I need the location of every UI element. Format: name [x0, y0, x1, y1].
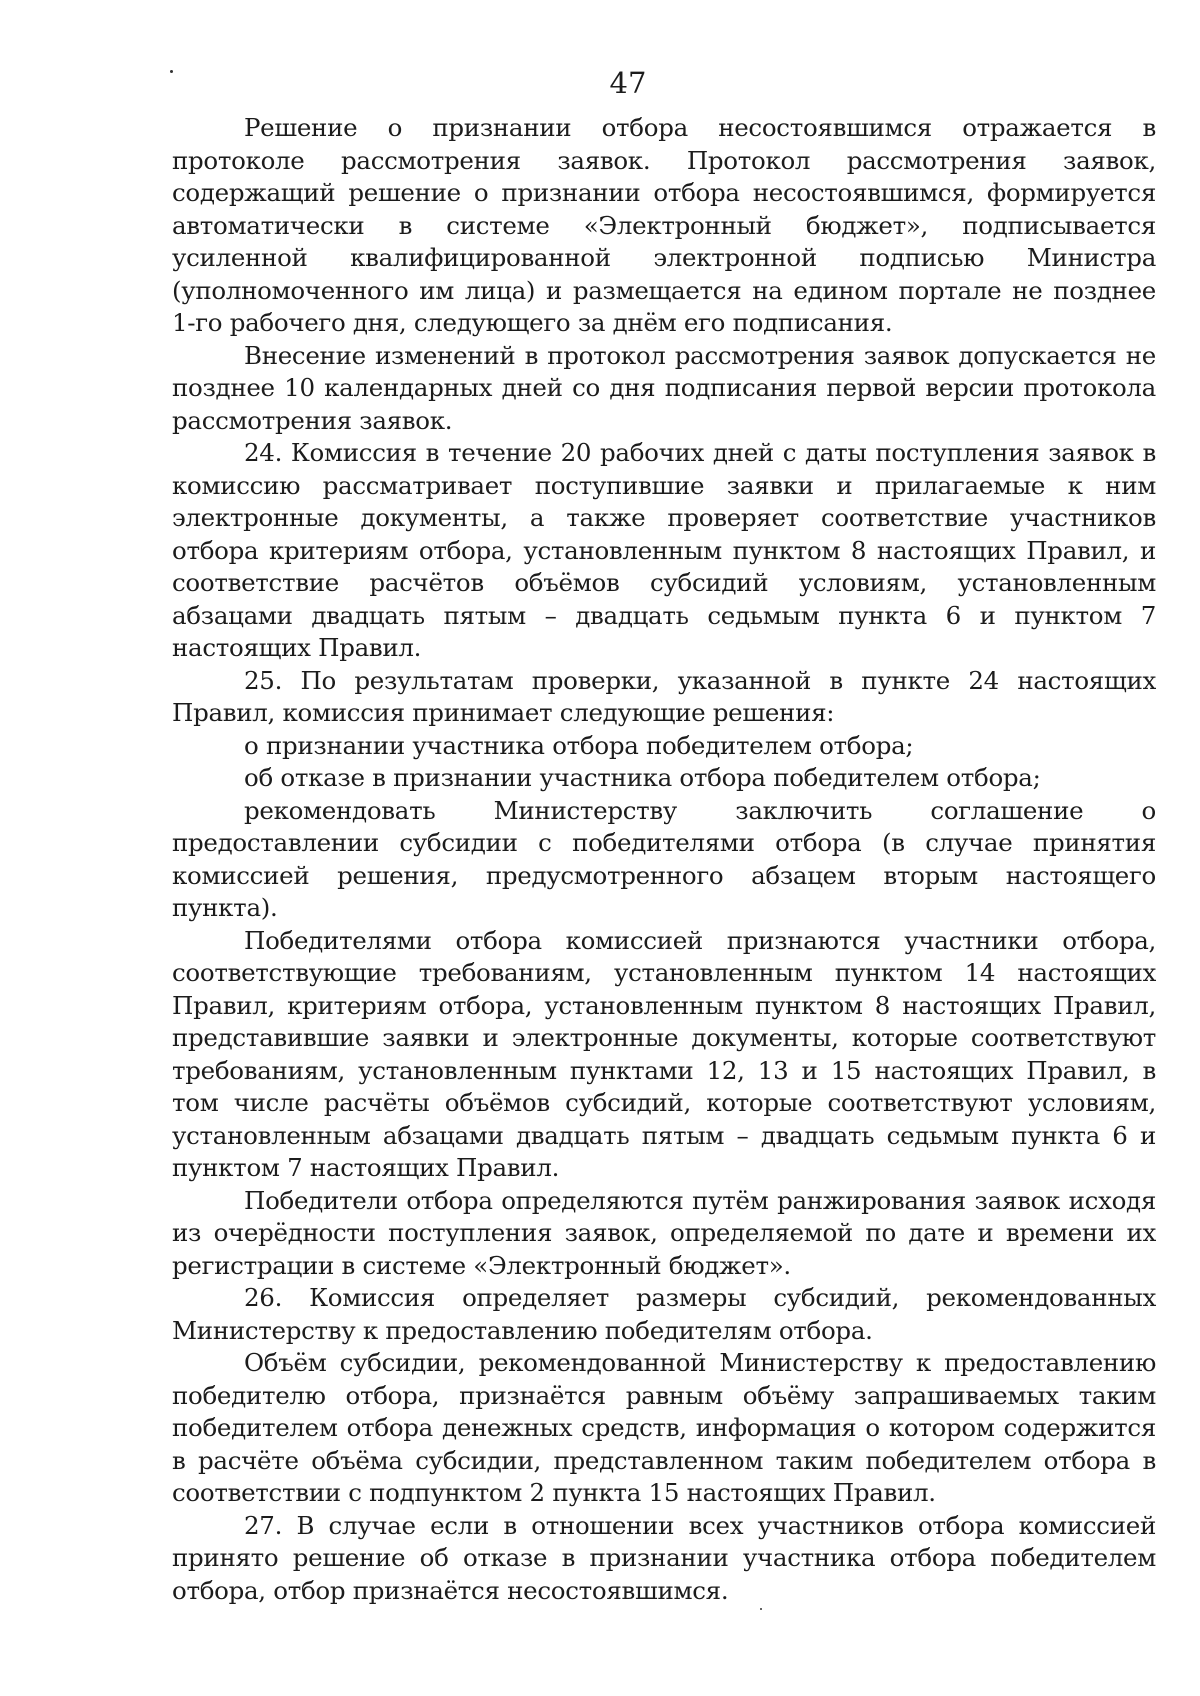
paragraph-protocol-changes: Внесение изменений в протокол рассмотрения заявок допускается не позднее 10 календарных дней со дня подписания первой версии протокола рассмотрения заявок. — [172, 340, 1156, 435]
paragraph-decision-winner: о признании участника отбора победителем отбора; — [244, 730, 914, 760]
paragraph-decision-refusal: об отказе в признании участника отбора победителем отбора; — [244, 763, 1041, 792]
paragraph-clause-26: 26. Комиссия определяет размеры субсидий, рекомендованных Министерству к предоставлению победителям отбора. — [172, 1283, 1156, 1345]
paragraph-protocol-unsuccessful: Решение о признании отбора несостоявшимся отражается в протоколе рассмотрения заявок. Протокол рассмотрения заявок, содержащий решение о признании отбора несостоявшимся, формируется автоматически в системе «Электронный бюджет», подписывается усиленной квалифицированной электронной подписью Министра (уполномоченного им лица) и размещается на едином портале не позднее 1-го рабочего дня, следующего за днём его подписания. — [172, 113, 1156, 337]
paragraph-clause-25: 25. По результатам проверки, указанной в пункте 24 настоящих Правил, комиссия принимает следующие решения: — [172, 665, 1156, 727]
page-number: 47 — [609, 66, 647, 100]
paragraph-subsidy-volume: Объём субсидии, рекомендованной Министерству к предоставлению победителю отбора, признаётся равным объёму запрашиваемых таким победителем отбора денежных средств, информация о котором содержится в расчёте объёма субсидии, представленном таким победителем отбора в соответствии с подпунктом 2 пункта 15 настоящих Правил. — [172, 1348, 1156, 1507]
paragraph-winners-ranking: Победители отбора определяются путём ранжирования заявок исходя из очерёдности поступления заявок, определяемой по дате и времени их регистрации в системе «Электронный бюджет». — [172, 1185, 1156, 1280]
paragraph-clause-24: 24. Комиссия в течение 20 рабочих дней с даты поступления заявок в комиссию рассматривает поступившие заявки и прилагаемые к ним электронные документы, а также проверяет соответствие участников отбора критериям отбора, установленным пунктом 8 настоящих Правил, и соответствие расчётов объёмов субсидий условиям, установленным абзацами двадцать пятым – двадцать седьмым пункта 6 и пунктом 7 настоящих Правил. — [172, 438, 1156, 662]
paragraph-decision-recommend: рекомендовать Министерству заключить соглашение о предоставлении субсидии с победителями отбора (в случае принятия комиссией решения, предусмотренного абзацем вторым настоящего пункта). — [172, 795, 1156, 922]
scan-speck — [760, 1608, 762, 1610]
paragraph-clause-27: 27. В случае если в отношении всех участников отбора комиссией принято решение об отказе в признании участника отбора победителем отбора, отбор признаётся несостоявшимся. — [172, 1510, 1156, 1605]
document-body — [172, 112, 1156, 1607]
paragraph-winners-criteria: Победителями отбора комиссией признаются участники отбора, соответствующие требованиям, установленным пунктом 14 настоящих Правил, критериям отбора, установленным пунктом 8 настоящих Правил, представившие заявки и электронные документы, которые соответствуют требованиям, установленным пунктами 12, 13 и 15 настоящих Правил, в том числе расчёты объёмов субсидий, которые соответствуют условиям, установленным абзацами двадцать пятым – двадцать седьмым пункта 6 и пунктом 7 настоящих Правил. — [172, 925, 1156, 1182]
